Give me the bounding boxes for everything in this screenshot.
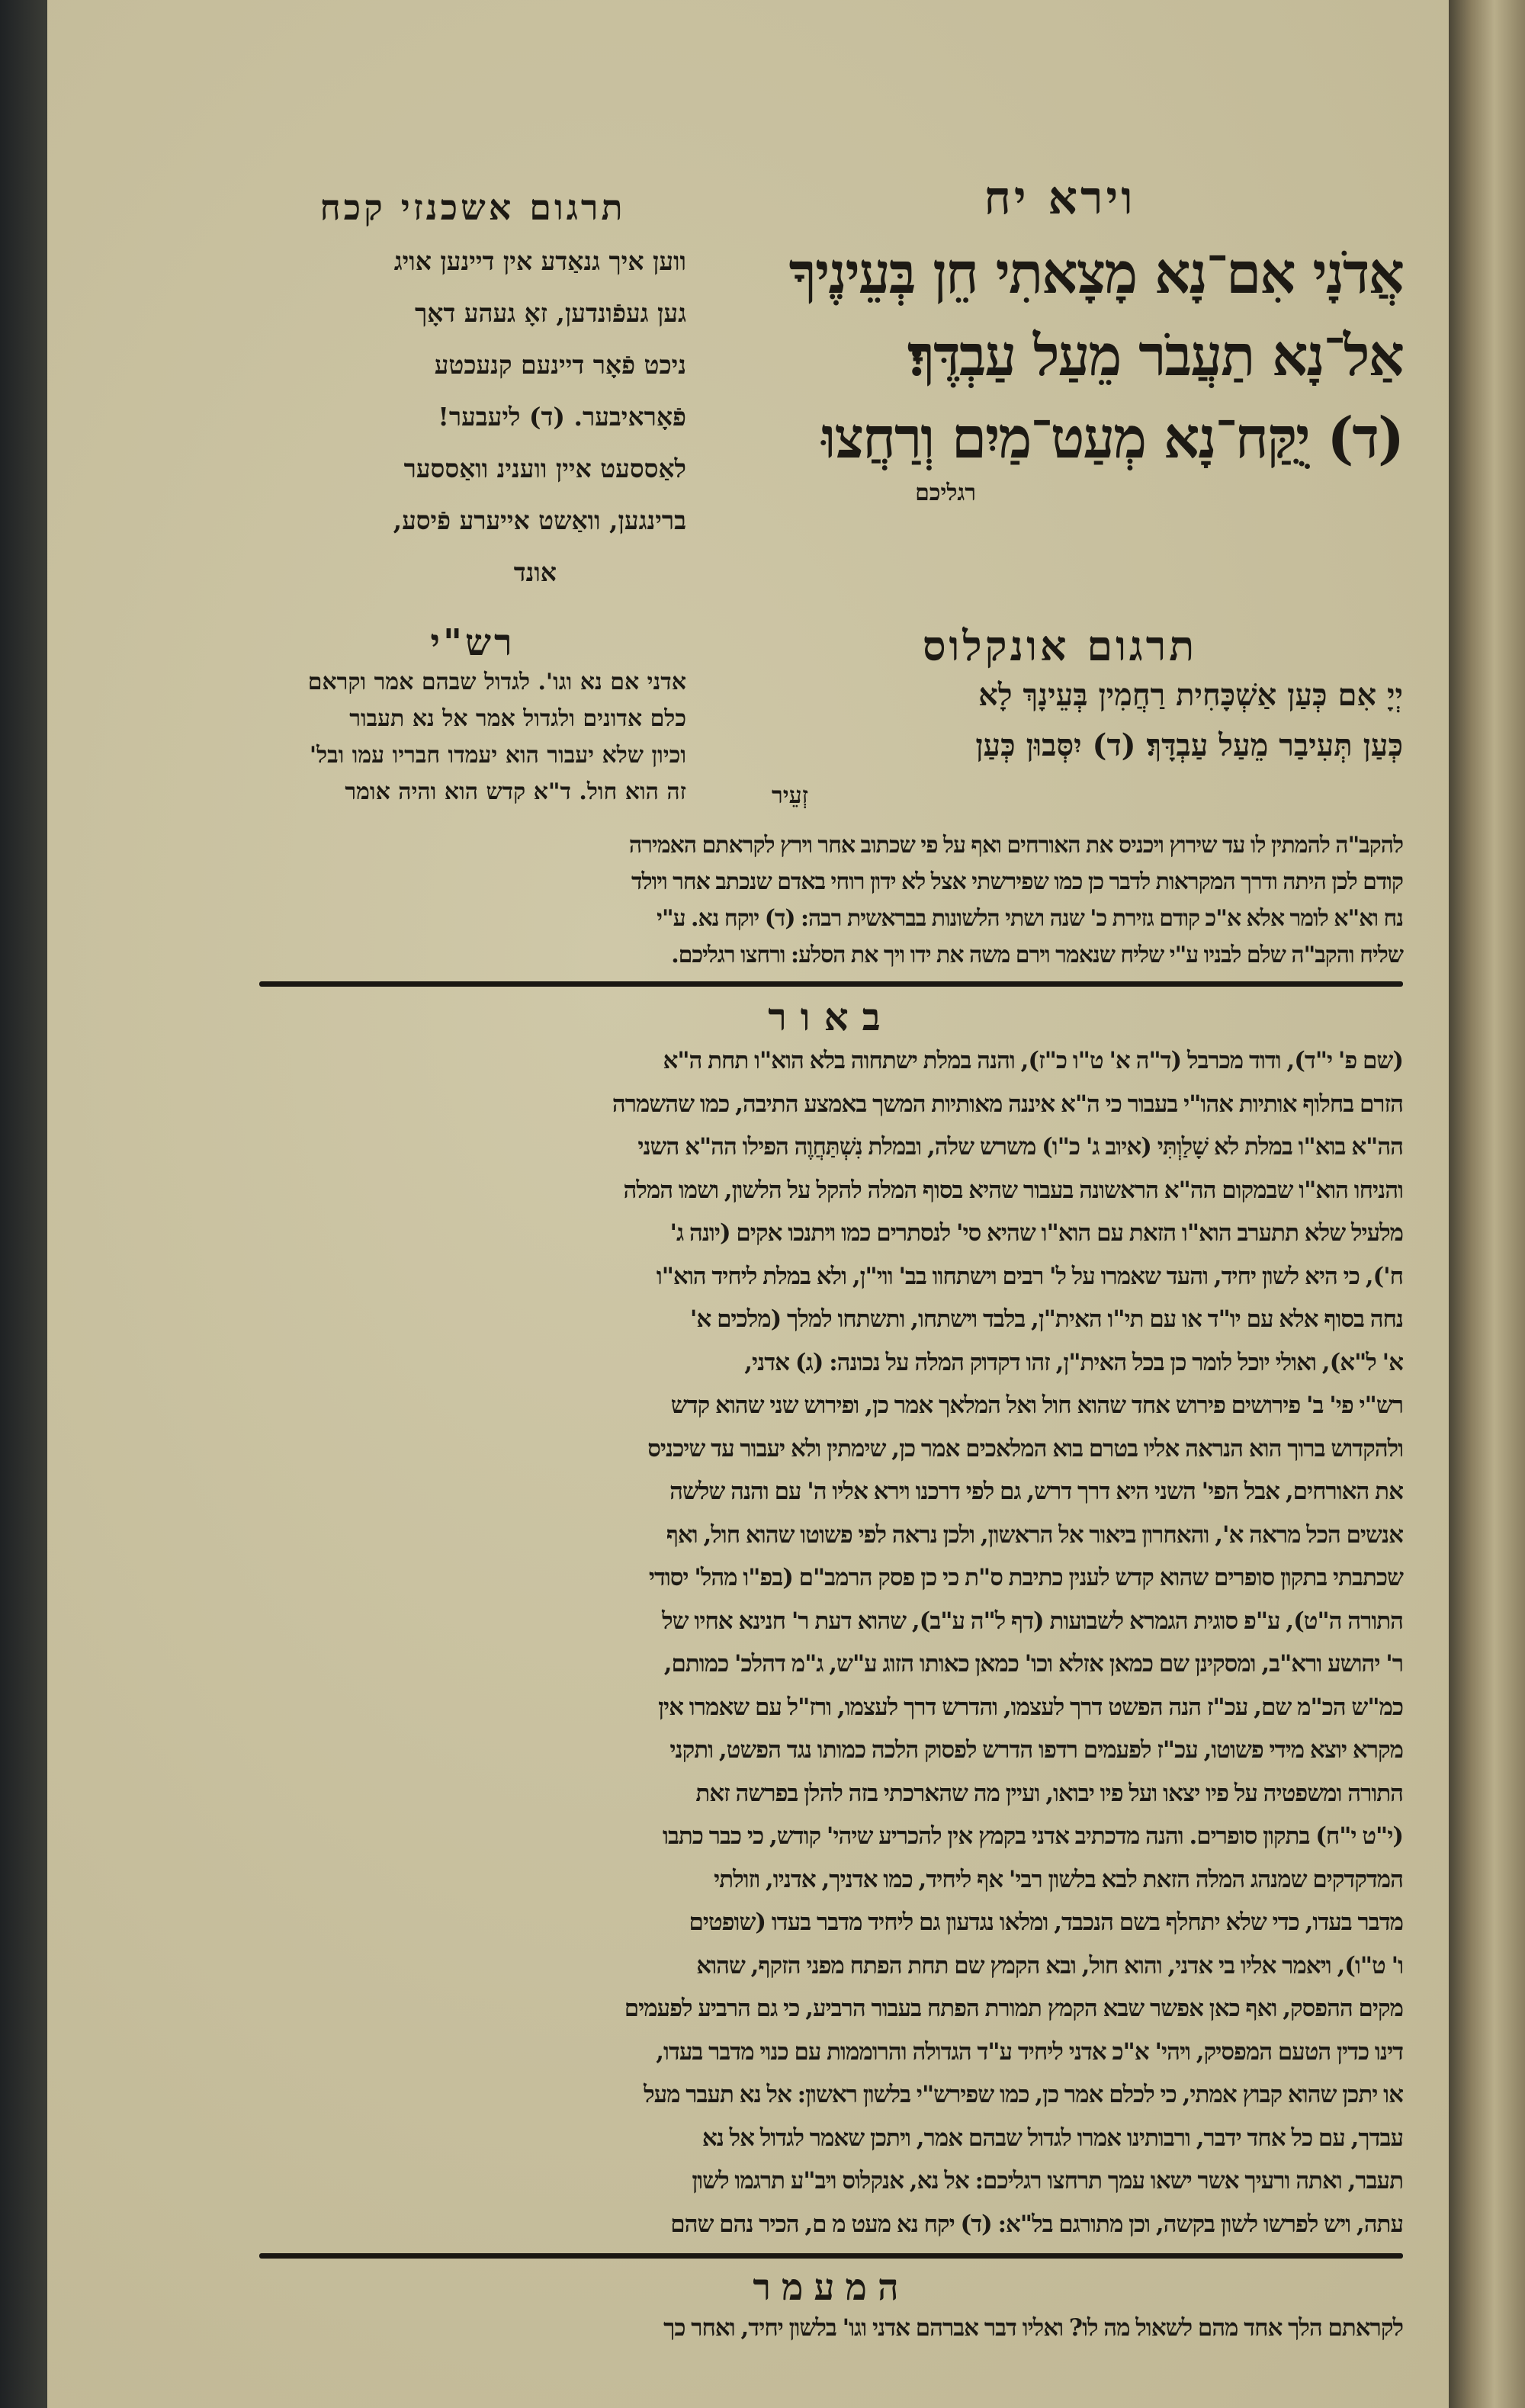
biur-line: עבדך, עם כל אחד ידבר, ורבותינו אמרו לגדול שבהם אמר, ויתכן שאמר לגדול אל נא [702,2124,1403,2152]
rashi-line: שליח והקב"ה שלם לבניו ע"י שליח שנאמר וירם משה את ידו ויך את הסלע: ורחצו רגליכם. [671,942,1403,968]
biur-line: מקים ההפסק, ואף כאן אפשר שבא הקמץ תמורת הפתח בעבור הרביע, כי גם הרביע לפעמים [624,1995,1403,2022]
yiddish-line: לאַססעט איין ווענינ וואַססער [403,454,686,483]
verse-text [717,233,1403,480]
biur-line: והניחו הוא"ו שבמקום הה"א הראשונה בעבור שהיא בסוף המלה להקל על הלשון, ושמו המלה [623,1176,1403,1204]
rashi-column-wrap [259,599,686,811]
yiddish-line: גען געפֿונדען, זאָ געהע דאָך [415,298,686,328]
biur-line: (שם פ' י"ד), ודוד מכרבל (ד"ה א' ט"ו כ"ז), והנה במלת ישתחוה בלא הוא"ו תחת ה"א [663,1047,1403,1074]
verse-line: אַל־נָא תַעֲבֹר מֵעַל עַבְדֶּךָ׃ [908,323,1403,389]
rashi-line: כלם אדונים ולגדול אמר אל נא תעבור [349,705,686,732]
meamer-title: המעמר [753,2266,910,2309]
rashi-line: וכיון שלא יעבור הוא יעמדו חבריו עמו ובל' [309,742,686,769]
rashi-line: קודם לכן היתה ודרך המקראות לדבר כן כמו שפירשתי אצל לא ידון רוחי באדם שנכתב אחר ויולד [631,868,1403,895]
biur-line: התורה ה"ט), ע"פ סוגית הגמרא לשבועות (דף ל"ה ע"ב), שהוא דעת ר' חנינא אחיו של [662,1607,1403,1635]
rashi-title: רש"י [430,621,515,664]
onkelos-column [717,599,1403,821]
running-head: וירא יח [984,172,1136,225]
onkelos-line: כְּעַן תְּעִיבַר מֵעַל עַבְדָּךְ׃ (ד) יִסְּבוּן כְּעַן [975,727,1403,763]
biur-line: ח'), כי היא לשון יחיד, והעד שאמרו על ל' רבים וישתחוו בב' ווי"ן, ולא במלת ליחיד הוא"ו [656,1262,1403,1290]
section-divider [259,2253,1403,2259]
verse-catchword: רגליכם [915,480,976,506]
biur-line: דינו כדין הטעם המפסיק, ויהי' א"כ אדני ליחיד ע"ד הגדולה והרוממות עם כנוי מדבר בעדו, [656,2037,1403,2066]
biur-line: מקרא יוצא מידי פשוטו, עכ"ז לפעמים רדפו הדרש לפסוק הלכה כמותו נגד הפשט, ותקני [669,1736,1403,1764]
section-divider [259,981,1403,987]
biur-line: מדבר בעדו, כדי שלא יתחלף בשם הנכבד, ומלאו נגדעון גם ליחיד מדבר בעדו (שופטים [689,1909,1403,1936]
biur-line: תעבר, ואתה ורעיך אשר ישאו עמך תרחצו רגליכם: אל נא, אנקלוס ויב"ע תרגמו לשון [692,2167,1403,2194]
upper-columns [259,172,1403,599]
verse-line: (ד) יֻקַּח־נָא מְעַט־מַיִם וְרַחֲצוּ [821,406,1403,471]
yiddish-line: ברינגען, וואַשט אייערע פֿיסע, [393,506,686,535]
rashi-full-width [259,827,1403,974]
meamer-line: לקראתם הלך אחד מהם לשאול מה לו? ואליו דבר אברהם אדני וגו' בלשון יחיד, ואחר כך [663,2314,1403,2342]
yiddish-line: פֿאָראיבער. (ד) ליעבער! [438,402,686,432]
onkelos-text [717,670,1403,821]
rashi-line: אדני אם נא וגו'. לגדול שבהם אמר וקראם [307,669,686,695]
yiddish-translation [259,236,686,599]
biur-line: א' ל"א), ואולי יוכל לומר כן בכל האית"ן, זהו דקדוק המלה על נכונה: (ג) אדני, [744,1348,1403,1376]
targum-rashi-columns [259,599,1403,821]
rashi-column [259,664,686,811]
side-column [259,172,686,599]
biur-commentary [259,1039,1403,2246]
page-edges [1449,0,1525,2408]
yiddish-catchword: אונד [513,557,557,587]
book-spine [0,0,47,2408]
biur-line: הזרם בחלוף אותיות אהו"י בעבור כי ה"א איננה מאותיות המשך באמצע התיבה, כמו שהשמרה [612,1090,1403,1118]
yiddish-translation-title: תרגום אשכנזי קכח [319,187,626,228]
yiddish-line: ניכט פֿאָר דיינעם קנעכטע [434,350,686,380]
biur-line: המדקדקים שמנהג המלה הזאת לבא בלשון רבי' אף ליחיד, כמו אדניך, אדניו, וזולתי [714,1865,1403,1893]
rashi-line: נח וא"א לומר אלא א"כ קודם גזירת כ' שנה ושתי הלשונות בבראשית רבה: (ד) יוקח נא. ע"י [657,905,1403,932]
biur-line: את האורחים, אבל הפי' השני היא דרך דרש, גם לפי דרכנו וירא אליו ה' עם והנה שלשה [669,1478,1403,1505]
onkelos-title: תרגום אונקלוס [922,621,1198,670]
biur-line: ו' ט"ו), ויאמר אליו בי אדני, והוא חול, ובא הקמץ שם תחת הפתח מפני הזקף, שהוא [696,1951,1403,1979]
biur-line: התורה ומשפטיה על פיו יצאו ועל פיו יבואו, ועיין מה שהארכתי בזה להלן בפרשה זאת [695,1779,1403,1807]
main-column [717,172,1403,506]
biur-line: רש"י פי' ב' פירושים פירוש אחד שהוא חול ואל המלאך אמר כן, ופירוש שני שהוא קדש [670,1392,1403,1419]
biur-line: עתה, ויש לפרשו לשון בקשה, וכן מתורגם בל"א: (ד) יקח נא מעט מ ם, הכיר נהם שהם [670,2210,1403,2238]
yiddish-line: ווען איך גנאַדע אין דיינען אויג [393,246,686,276]
biur-line: ולהקדוש ברוך הוא הנראה אליו בטרם בוא המלאכים אמר כן, שימתין ולא יעבור עד שיכניס [647,1434,1403,1462]
onkelos-line: יְיָ אִם כְּעַן אַשְׁכָּחִית רַחֲמִין בְּעֵינָךְ לָא [978,677,1403,713]
meamer-text [259,2309,1403,2347]
biur-line: כמ"ש הכ"מ שם, עכ"ז הנה הפשט דרך לעצמו, והדרש דרך לעצמו, ורז"ל עם שאמרו אין [658,1693,1403,1721]
biur-line: הה"א בוא"ו במלת לא שָׁלַוְתִּי (איוב ג' כ"ו) משרש שלה, ובמלת נִשְׁתַּחֲוֶה הפילו הה"א השני [637,1133,1403,1161]
biur-title: באור [768,994,894,1039]
biur-line: או יתכן שהוא קבוץ אמתי, כי לכלם אמר כן, כמו שפירש"י בלשון ראשון: אל נא תעבר מעל [644,2081,1403,2108]
onkelos-catchword: זְעֵיר [772,782,808,809]
biur-line: ר' יהושע ורא"ב, ומסקינן שם כמאן אזלא וכו' כמאן כאותו הזוג ע"ש, ג"מ דהלכ' כמותם, [663,1650,1403,1678]
verse-line: אֲדֹנָי אִם־נָא מָצָאתִי חֵן בְּעֵינֶיךָ [788,241,1403,307]
biur-line: אנשים הכל מראה א', והאחרון ביאור אל הראשון, ולכן נראה לפי פשוטו שהוא חול, ואף [666,1520,1403,1549]
biur-line: מלעיל שלא תתערב הוא"ו הזאת עם הוא"ו שהיא סי' לנסתרים כמו ויתנכו אקים (יונה ג' [669,1219,1403,1247]
rashi-line: להקב"ה להמתין לו עד שירוץ ויכניס את האורחים ואף על פי שכתוב אחר וירץ לקראתם האמירה [628,832,1403,859]
book-page [259,0,1403,2408]
biur-line: שכתבתי בתקון סופרים שהוא קדש לענין כתיבת ס"ת כי כן פסק הרמב"ם (בפ"ו מהל' יסודי [648,1564,1403,1591]
biur-line: (י"ט י"ח) בתקון סופרים. והנה מדכתיב אדני בקמץ אין להכריע שיהי' קודש, כי כבר כתבו [663,1822,1403,1850]
biur-line: נחה בסוף אלא עם יו"ד או עם תי"ו האית"ן, בלבד וישתחו, ותשתחו למלך (מלכים א' [689,1305,1403,1333]
rashi-line: זה הוא חול. ד"א קדש הוא והיה אומר [345,779,686,805]
